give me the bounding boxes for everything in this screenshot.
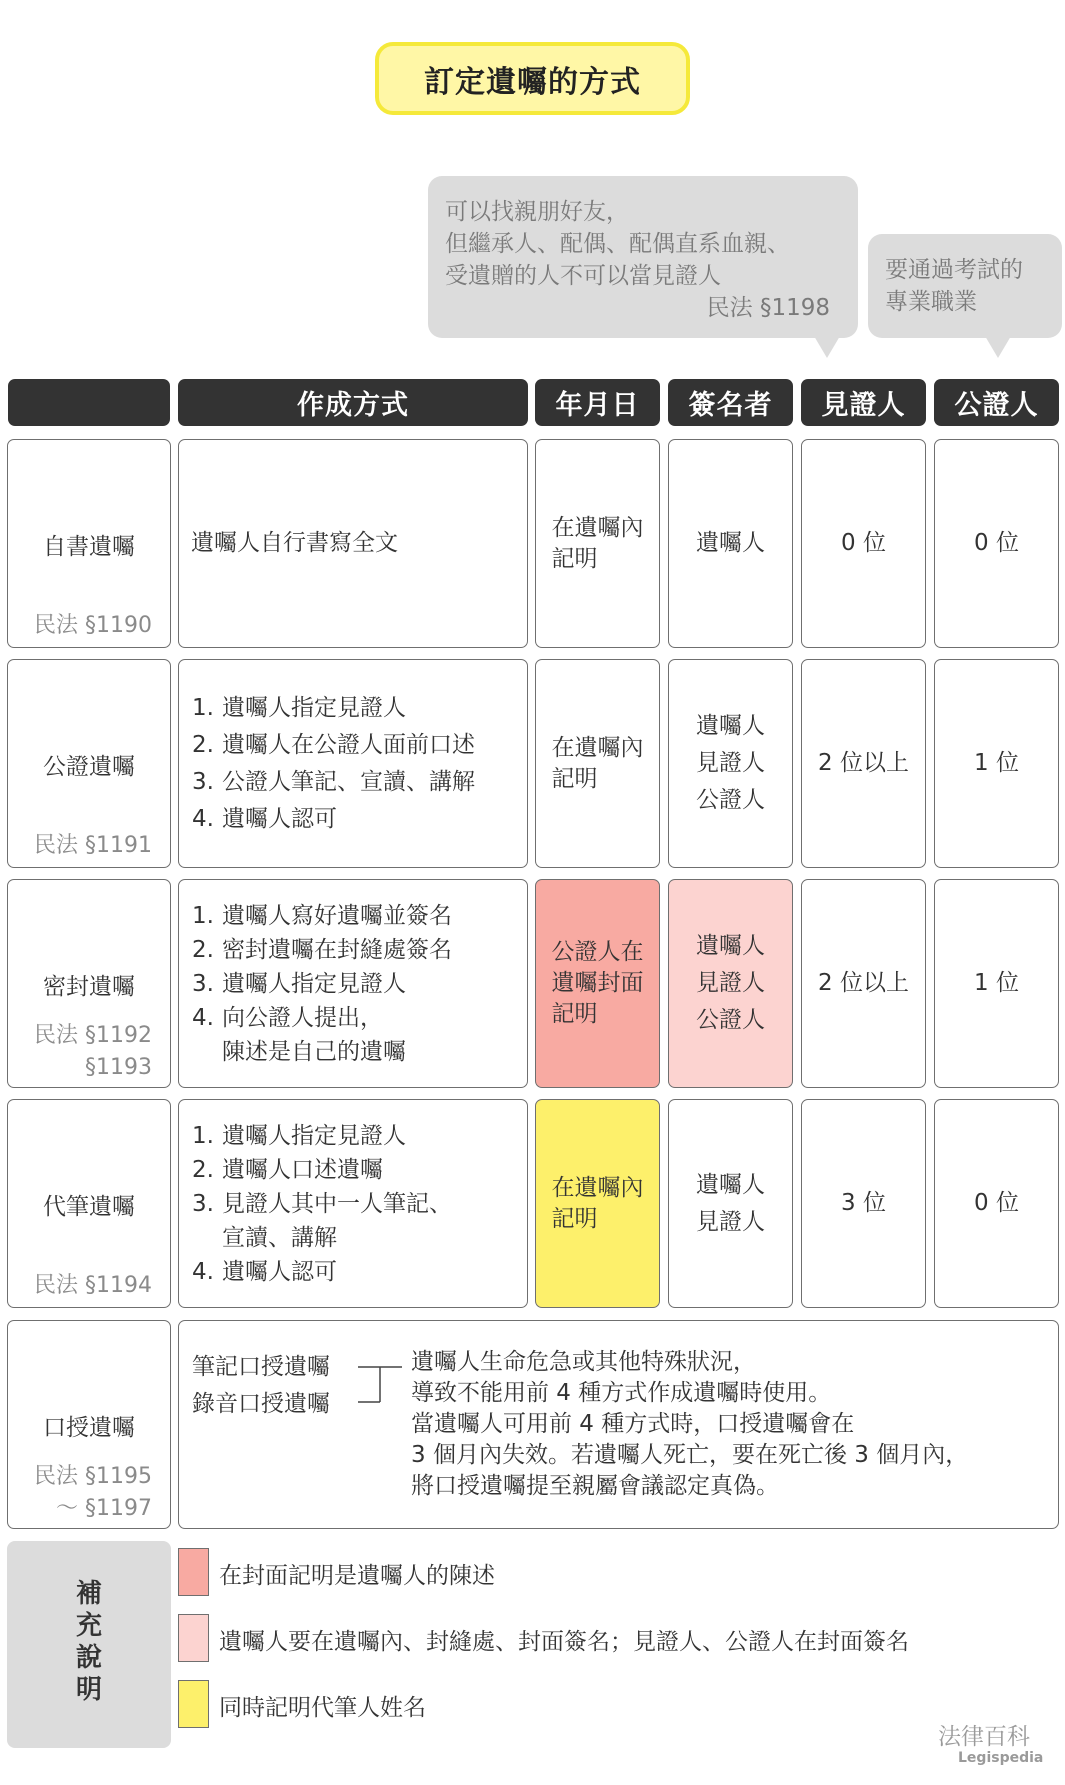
signer: 遺囑人 bbox=[696, 933, 765, 959]
law-citation: 民法 §1194 bbox=[34, 1273, 152, 1298]
witness-note-line: 但繼承人、配偶、配偶直系血親、 bbox=[445, 231, 790, 257]
signer: 見證人 bbox=[696, 750, 765, 776]
notary-note-line: 要通過考試的 bbox=[885, 257, 1023, 283]
method-cell bbox=[178, 659, 528, 868]
notary-cell bbox=[934, 439, 1059, 648]
table-row-label bbox=[7, 1099, 171, 1308]
law-citation: 民法 §1191 bbox=[34, 833, 152, 858]
method-step-continued: 宣讀、講解 bbox=[222, 1224, 337, 1251]
header-blank bbox=[8, 379, 170, 426]
method-step: 1. 遺囑人指定見證人 bbox=[192, 694, 406, 721]
date-text: 遺囑封面 bbox=[551, 970, 644, 996]
witnesses-cell bbox=[801, 1099, 926, 1308]
signer: 遺囑人 bbox=[696, 713, 765, 739]
date-text: 在遺囑內 bbox=[551, 514, 644, 541]
legend-swatch-yellow bbox=[178, 1680, 209, 1728]
legend-swatch-red bbox=[178, 1548, 209, 1596]
bubble-tail bbox=[985, 336, 1011, 358]
oral-desc-line: 當遺囑人可用前 4 種方式時，口授遺囑會在 bbox=[411, 1411, 855, 1437]
oral-desc-line: 3 個月內失效。若遺囑人死亡，要在死亡後 3 個月內， bbox=[411, 1442, 969, 1468]
date-text: 在遺囑內 bbox=[551, 734, 644, 761]
law-citation: 民法 §1190 bbox=[34, 613, 152, 638]
date-text: 在遺囑內 bbox=[551, 1174, 644, 1201]
row-name: 口授遺囑 bbox=[43, 1415, 135, 1441]
witness-note-law: 民法 §1198 bbox=[706, 295, 830, 321]
witness-count: 2 位以上 bbox=[818, 970, 909, 996]
witness-note-line: 可以找親朋好友， bbox=[445, 199, 629, 225]
oral-desc-line: 將口授遺囑提至親屬會議認定真偽。 bbox=[411, 1473, 779, 1499]
method-step: 3. 見證人其中一人筆記、 bbox=[192, 1190, 452, 1217]
date-cell-highlight-yellow bbox=[535, 1099, 660, 1308]
method-step: 4. 遺囑人認可 bbox=[192, 1258, 337, 1285]
row-name: 密封遺囑 bbox=[43, 974, 135, 1000]
signer: 見證人 bbox=[696, 970, 765, 996]
method-step: 3. 公證人筆記、宣讀、講解 bbox=[192, 768, 475, 795]
method-step: 1. 遺囑人指定見證人 bbox=[192, 1122, 406, 1149]
supplement-label: 補充說明 bbox=[75, 1579, 102, 1705]
notary-cell bbox=[934, 659, 1059, 868]
method-step: 4. 向公證人提出， bbox=[192, 1004, 383, 1031]
witness-count: 0 位 bbox=[841, 530, 886, 556]
witnesses-cell bbox=[801, 879, 926, 1088]
signer: 遺囑人 bbox=[696, 530, 765, 556]
oral-desc-line: 遺囑人生命危急或其他特殊狀況， bbox=[411, 1349, 756, 1375]
law-citation: 民法 §1192 bbox=[34, 1023, 152, 1048]
notary-count: 1 位 bbox=[974, 750, 1019, 776]
signer: 公證人 bbox=[696, 1007, 765, 1033]
notary-count: 1 位 bbox=[974, 970, 1019, 996]
law-citation: §1193 bbox=[85, 1055, 152, 1080]
method-text: 遺囑人自行書寫全文 bbox=[191, 530, 398, 556]
method-step: 1. 遺囑人寫好遺囑並簽名 bbox=[192, 902, 452, 929]
oral-type: 筆記口授遺囑 bbox=[192, 1354, 330, 1380]
date-text: 記明 bbox=[551, 765, 598, 792]
page-title: 訂定遺囑的方式 bbox=[375, 42, 690, 115]
method-step: 2. 遺囑人在公證人面前口述 bbox=[192, 731, 475, 758]
date-cell bbox=[535, 439, 660, 648]
oral-desc-line: 導致不能用前 4 種方式作成遺囑時使用。 bbox=[411, 1380, 832, 1406]
notary-note-line: 專業職業 bbox=[885, 289, 977, 315]
bracket-connector bbox=[356, 1357, 406, 1407]
row-name: 自書遺囑 bbox=[43, 534, 135, 560]
legend-text: 同時記明代筆人姓名 bbox=[219, 1695, 426, 1721]
table-row-label bbox=[7, 659, 171, 868]
date-cell-highlight-red bbox=[535, 879, 660, 1088]
oral-type: 錄音口授遺囑 bbox=[192, 1391, 330, 1417]
header-notary: 公證人 bbox=[934, 379, 1059, 426]
date-cell bbox=[535, 659, 660, 868]
law-citation: ～ §1197 bbox=[56, 1496, 152, 1521]
date-text: 記明 bbox=[551, 1001, 598, 1027]
notary-note-bubble bbox=[868, 234, 1062, 338]
signer: 見證人 bbox=[696, 1208, 765, 1235]
witness-note-line: 受遺贈的人不可以當見證人 bbox=[445, 263, 721, 289]
notary-cell bbox=[934, 879, 1059, 1088]
law-citation: 民法 §1195 bbox=[34, 1464, 152, 1489]
row-name: 代筆遺囑 bbox=[43, 1194, 135, 1220]
legend-text: 遺囑人要在遺囑內、封縫處、封面簽名；見證人、公證人在封面簽名 bbox=[219, 1629, 909, 1655]
signer: 公證人 bbox=[696, 787, 765, 813]
signers-cell bbox=[668, 659, 793, 868]
method-cell bbox=[178, 439, 528, 648]
date-text: 公證人在 bbox=[551, 939, 644, 965]
signer: 遺囑人 bbox=[696, 1171, 765, 1198]
legend-swatch-pink bbox=[178, 1614, 209, 1662]
notary-count: 0 位 bbox=[974, 530, 1019, 556]
notary-count: 0 位 bbox=[974, 1190, 1019, 1216]
method-step: 3. 遺囑人指定見證人 bbox=[192, 970, 406, 997]
oral-will-cell bbox=[178, 1320, 1059, 1529]
method-step: 4. 遺囑人認可 bbox=[192, 805, 337, 832]
header-signers: 簽名者 bbox=[668, 379, 793, 426]
bubble-tail bbox=[814, 336, 840, 358]
row-name: 公證遺囑 bbox=[43, 754, 135, 780]
method-cell bbox=[178, 879, 528, 1088]
table-row-label bbox=[7, 1320, 171, 1529]
witnesses-cell bbox=[801, 659, 926, 868]
table-row-label bbox=[7, 439, 171, 648]
header-date: 年月日 bbox=[535, 379, 660, 426]
method-cell bbox=[178, 1099, 528, 1308]
watermark-logo: 法律百科 bbox=[938, 1724, 1030, 1750]
signers-cell-highlight-pink bbox=[668, 879, 793, 1088]
witness-count: 3 位 bbox=[841, 1190, 886, 1216]
signers-cell bbox=[668, 1099, 793, 1308]
method-step-continued: 陳述是自己的遺囑 bbox=[222, 1038, 406, 1065]
witness-note-bubble bbox=[428, 176, 858, 338]
notary-cell bbox=[934, 1099, 1059, 1308]
signers-cell bbox=[668, 439, 793, 648]
watermark-logo-en: Legispedia bbox=[958, 1750, 1044, 1766]
header-method: 作成方式 bbox=[178, 379, 528, 426]
method-step: 2. 遺囑人口述遺囑 bbox=[192, 1156, 383, 1183]
date-text: 記明 bbox=[551, 545, 598, 572]
legend-text: 在封面記明是遺囑人的陳述 bbox=[219, 1563, 495, 1589]
witness-count: 2 位以上 bbox=[818, 750, 909, 776]
header-witnesses: 見證人 bbox=[801, 379, 926, 426]
method-step: 2. 密封遺囑在封縫處簽名 bbox=[192, 936, 452, 963]
witnesses-cell bbox=[801, 439, 926, 648]
supplement-label-box bbox=[7, 1541, 171, 1748]
table-row-label bbox=[7, 879, 171, 1088]
date-text: 記明 bbox=[551, 1205, 598, 1232]
